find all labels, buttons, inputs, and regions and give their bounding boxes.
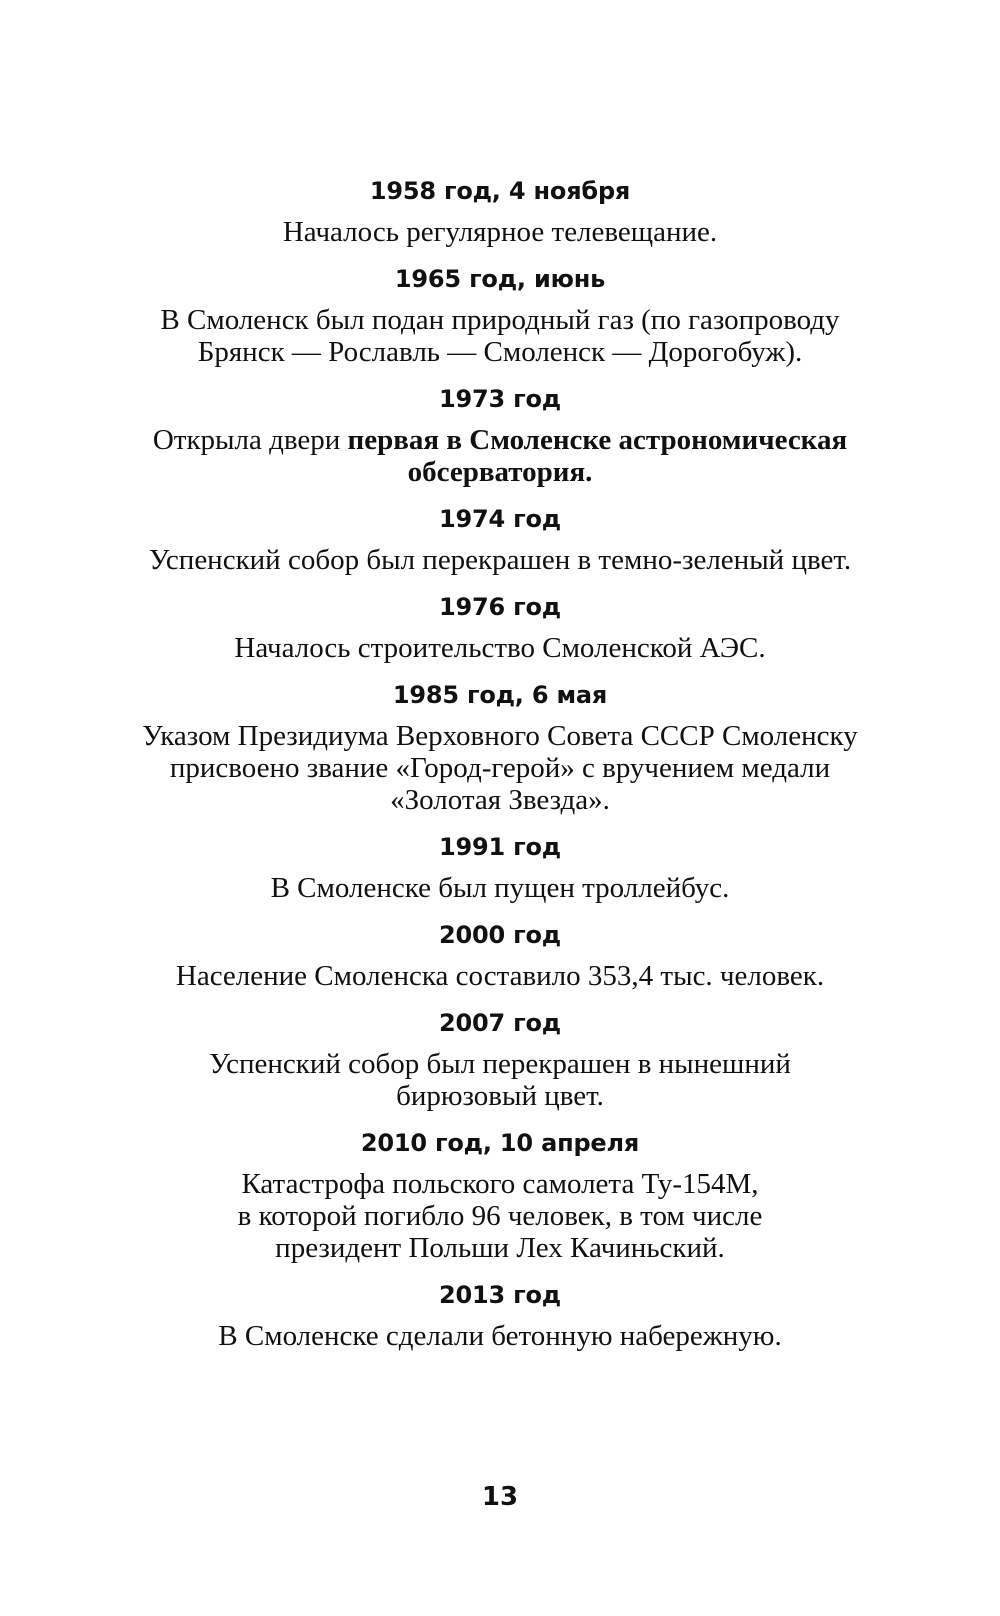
- entry-text: Население Смоленска составило 353,4 тыс. человек.: [175, 960, 825, 992]
- entry-text-emphasis: первая в Смоленске астрономическая: [347, 424, 848, 456]
- entry-text: [100, 720, 900, 816]
- timeline-entry-1985: [100, 680, 900, 816]
- entry-text-line: Успенский собор был перекрашен в нынешний: [209, 1048, 791, 1080]
- timeline-entry-2000: [100, 920, 900, 992]
- entry-year: 1973 год: [439, 385, 561, 413]
- entry-year: 2013 год: [439, 1281, 561, 1309]
- timeline-entry-1965: [100, 264, 900, 368]
- entry-text: В Смоленске сделали бетонную набережную.: [218, 1320, 782, 1352]
- entry-text: [100, 424, 900, 488]
- entry-text-emphasis: обсерватория.: [407, 456, 593, 488]
- timeline-entry-2007: [100, 1008, 900, 1112]
- timeline-entry-1991: [100, 832, 900, 904]
- entry-year: 2000 год: [439, 921, 561, 949]
- entry-text-prefix: Открыла двери: [152, 424, 348, 456]
- timeline-entry-2013: [100, 1280, 900, 1352]
- entry-text-line: в которой погибло 96 человек, в том числе: [237, 1200, 763, 1232]
- entry-text: В Смоленске был пущен троллейбус.: [270, 872, 730, 904]
- timeline-entry-1976: [100, 592, 900, 664]
- entry-year: 1976 год: [439, 593, 561, 621]
- entry-year: 1965 год, июнь: [394, 265, 606, 293]
- entry-text-line: бирюзовый цвет.: [396, 1080, 604, 1112]
- entry-text: Успенский собор был перекрашен в темно-зеленый цвет.: [148, 544, 852, 576]
- entry-year: 1991 год: [439, 833, 561, 861]
- timeline-entry-1958: [100, 176, 900, 248]
- entry-text: Началось строительство Смоленской АЭС.: [234, 632, 766, 664]
- entry-text-line: В Смоленск был подан природный газ (по газопроводу: [160, 304, 840, 336]
- entry-text-line: Катастрофа польского самолета Ту-154М,: [241, 1168, 759, 1200]
- entry-text: Началось регулярное телевещание.: [282, 216, 718, 248]
- entry-year: 1958 год, 4 ноября: [369, 177, 631, 205]
- page-number: 13: [481, 1482, 519, 1512]
- entry-text-line: Указом Президиума Верховного Совета СССР Смоленску: [142, 720, 858, 752]
- entry-year: 2010 год, 10 апреля: [360, 1129, 640, 1157]
- entry-year: 1974 год: [439, 505, 561, 533]
- timeline-entry-1974: [100, 504, 900, 576]
- entry-text-line: Брянск — Рославль — Смоленск — Дорогобуж).: [197, 336, 803, 368]
- entry-text: [100, 1048, 900, 1112]
- timeline-entry-2010: [100, 1128, 900, 1264]
- timeline: [100, 176, 900, 1368]
- entry-text-line: присвоено звание «Город-герой» с вручением медали: [169, 752, 831, 784]
- timeline-entry-1973: [100, 384, 900, 488]
- entry-text-line: президент Польши Лех Качиньский.: [275, 1232, 725, 1264]
- entry-text: [100, 1168, 900, 1264]
- entry-text-line: «Золотая Звезда».: [390, 784, 610, 816]
- entry-year: 2007 год: [439, 1009, 561, 1037]
- entry-year: 1985 год, 6 мая: [392, 681, 608, 709]
- entry-text: [100, 304, 900, 368]
